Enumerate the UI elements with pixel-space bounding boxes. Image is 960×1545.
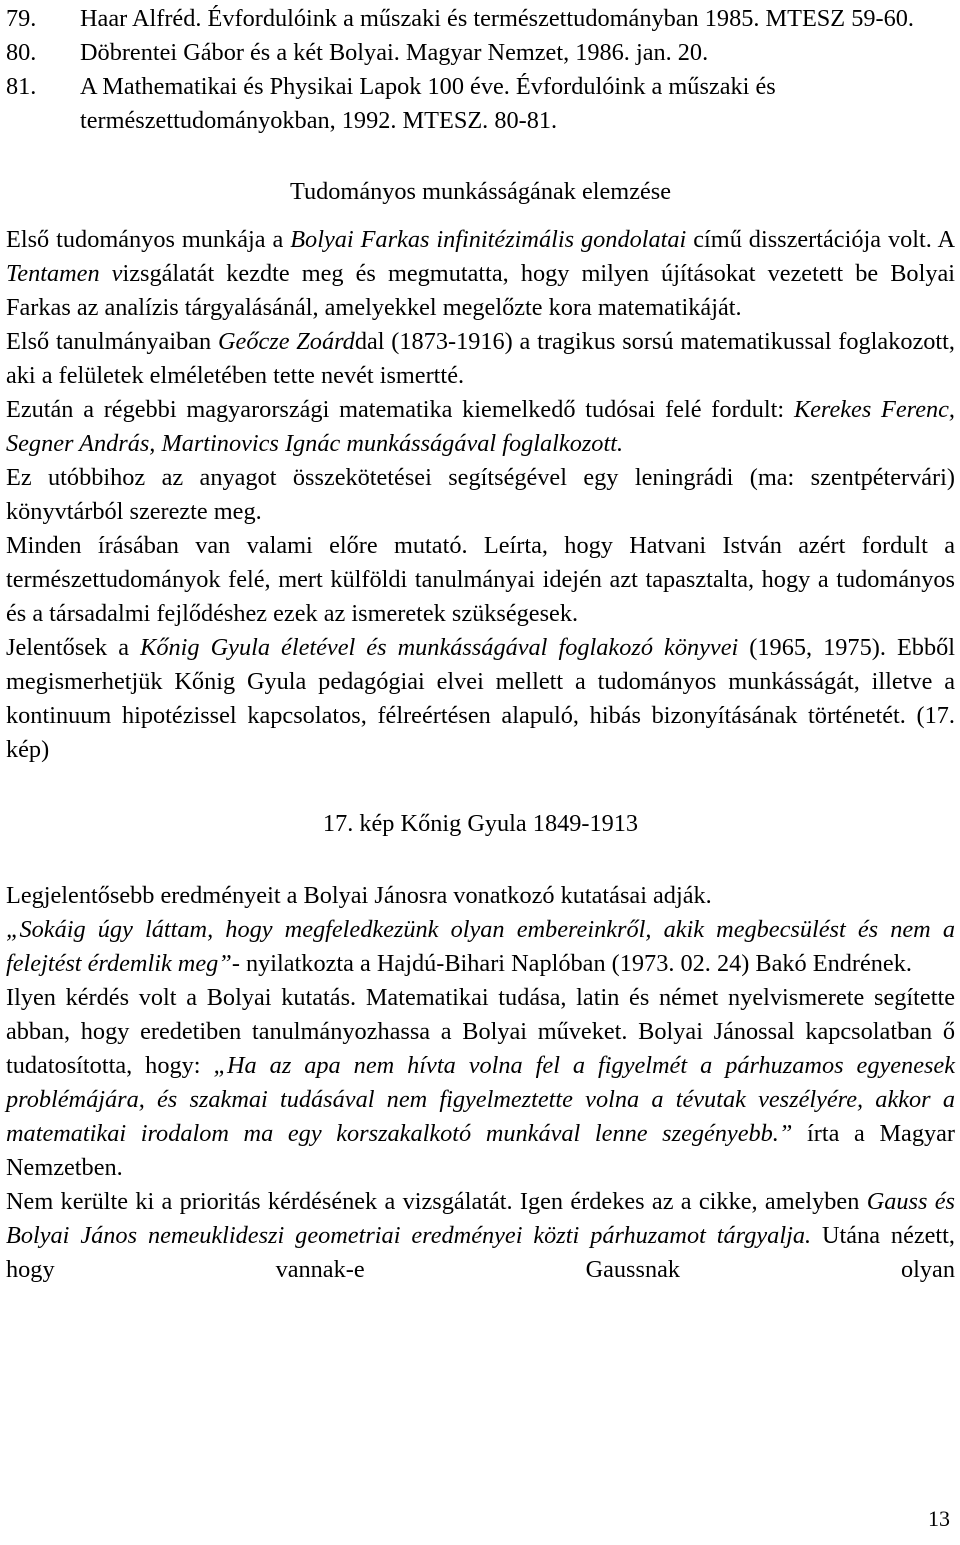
reference-number: 80. (6, 39, 37, 66)
italic-text-run: Gauss és Bolyai János nemeuklideszi geometriai eredményei közti párhuzamot tárgyalja. (6, 1188, 955, 1249)
paragraph (6, 981, 955, 1185)
text-run: - nyilatkozta a Hajdú-Bihari Naplóban (1973. 02. 24) Bakó Endrének. (231, 950, 912, 977)
paragraph (6, 325, 955, 393)
italic-text-run: Bolyai Farkas infinitézimális gondolatai (290, 226, 687, 253)
text-run: című disszertációja volt. A (686, 226, 955, 253)
italic-text-run: Geőcze Zoárd (217, 328, 355, 355)
italic-text-run: Tentamen v (6, 260, 123, 287)
text-run: (1965, 1975). Ebből megismerhetjük Kőnig Gyula pedagógiai elvei mellett a tudományos munkásságát, illetve a kontinuum hipotézissel kapcsolatos, félreértésen alapuló, hibás bizonyításának történetét. (17. kép) (6, 634, 955, 763)
text-run: Ilyen kérdés volt a Bolyai kutatás. Matematikai tudása, latin és német nyelvismerete segítette abban, hogy eredetiben tanulmányozhassa a Bolyai műveket. Bolyai Jánossal kapcsolatban ő tudatosította, hogy: (6, 984, 955, 1079)
text-run: írta a Magyar Nemzetben. (6, 1120, 955, 1181)
page-number: 13 (928, 1506, 950, 1531)
italic-text-run: Kerekes Ferenc, Segner András, Martinovics Ignác munkásságával foglalkozott. (6, 396, 955, 457)
section-heading: Tudományos munkásságának elemzése (289, 178, 672, 205)
paragraph (6, 913, 955, 981)
italic-text-run: Kőnig Gyula életével és munkásságával foglakozó könyvei (140, 634, 739, 661)
reference-number: 81. (6, 73, 37, 100)
paragraph (6, 631, 955, 767)
reference-item (6, 36, 955, 70)
paragraph: Ez utóbbihoz az anyagot összekötetései segítségével egy leningrádi (ma: szentpétervári) könyvtárból szerezte meg. (6, 464, 955, 525)
reference-item (6, 2, 955, 36)
body-text (6, 223, 955, 1287)
reference-list (6, 2, 955, 138)
paragraph: Minden írásában van valami előre mutató. Leírta, hogy Hatvani István azért fordult a természettudományok felé, mert külföldi tanulmányai idején azt tapasztalta, hogy a tudományos és a társadalmi fejlődéshez ezek az ismeretek szükségesek. (6, 532, 955, 627)
reference-number: 79. (6, 5, 37, 32)
text-run: Ezután a régebbi magyarországi matematika kiemelkedő tudósai felé fordult: (6, 396, 794, 423)
text-run: Nem kerülte ki a prioritás kérdésének a vizsgálatát. Igen érdekes az a cikke, amelyben (6, 1188, 867, 1215)
reference-text: A Mathematikai és Physikai Lapok 100 éve. Évfordulóink a műszaki és természettudományokban, 1992. MTESZ. 80-81. (80, 73, 776, 134)
text-run: Első tudományos munkája a (6, 226, 291, 253)
italic-text-run: „Sokáig úgy láttam, hogy megfeledkezünk olyan embereinkről, akik megbecsülést és nem a felejtést érdemlik meg” (6, 916, 955, 977)
text-run: Utána nézett, hogy vannak-e Gaussnak olyan (6, 1222, 955, 1283)
paragraph (6, 223, 955, 325)
text-run: izsgálatát kezdte meg és megmutatta, hogy milyen újításokat vezetett be Bolyai Farkas az analízis tárgyalásánál, amelyekkel megelőzte kora matematikáját. (6, 260, 955, 321)
reference-text: Haar Alfréd. Évfordulóink a műszaki és természettudományban 1985. MTESZ 59-60. (80, 5, 914, 32)
paragraph: Legjelentősebb eredményeit a Bolyai Jánosra vonatkozó kutatásai adják. (6, 882, 712, 909)
italic-text-run: „Ha az apa nem hívta volna fel a figyelmét a párhuzamos egyenesek problémájára, és szakmai tudásával nem figyelmeztette volna a tévutak veszélyére, akkor a matematikai irodalom ma egy korszakalkotó munkával lenne szegényebb.” (6, 1052, 955, 1147)
reference-item (6, 70, 955, 138)
paragraph (6, 1185, 955, 1287)
paragraph (6, 393, 955, 461)
text-run: dal (1873-1916) a tragikus sorsú matematikussal foglakozott, aki a felületek elméletében tette nevét ismertté. (6, 328, 955, 389)
reference-text: Döbrentei Gábor és a két Bolyai. Magyar Nemzet, 1986. jan. 20. (80, 39, 709, 66)
text-run: Első tanulmányaiban (6, 328, 218, 355)
text-run: Jelentősek a (6, 634, 141, 661)
image-caption: 17. kép Kőnig Gyula 1849-1913 (322, 810, 639, 837)
document-page (6, 0, 955, 1287)
